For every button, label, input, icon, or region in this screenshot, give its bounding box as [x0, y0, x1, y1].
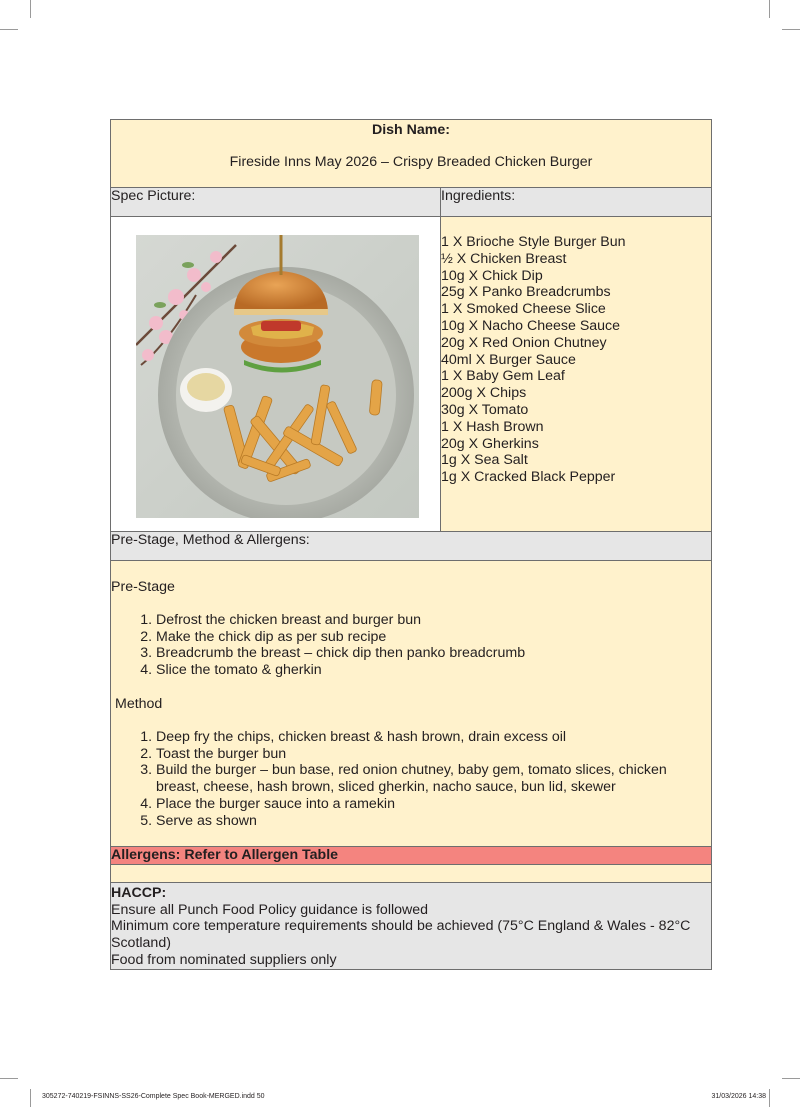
spec-picture-header: Spec Picture: [111, 188, 441, 217]
ingredient-item: 10g X Nacho Cheese Sauce [441, 317, 621, 334]
prestage-title: Pre-Stage [111, 579, 175, 595]
haccp-line: Ensure all Punch Food Policy guidance is followed [111, 901, 429, 918]
ingredient-item: 10g X Chick Dip [441, 267, 543, 284]
ingredients-list [441, 234, 711, 486]
spec-picture-cell [111, 217, 441, 532]
footer-date: 31/03/2026 14:38 [711, 1093, 766, 1100]
method-title: Method [115, 695, 163, 712]
method-step: 3. Build the burger – bun base, red onion chutney, baby gem, tomato slices, chicken breast, cheese, hash brown, sliced gherkin, nacho sauce, bun lid, skewer [156, 762, 711, 796]
ingredient-item: 1 X Baby Gem Leaf [441, 368, 565, 385]
ingredient-item: 20g X Red Onion Chutney [441, 334, 607, 351]
haccp-cell [111, 882, 712, 969]
dish-spec-table [110, 119, 712, 970]
haccp-line: Food from nominated suppliers only [111, 951, 337, 968]
method-steps [111, 729, 711, 830]
spacer-row [111, 864, 712, 882]
prestage-step: 4. Slice the tomato & gherkin [156, 662, 711, 679]
crop-mark [30, 0, 31, 18]
prestage-step: 1. Defrost the chicken breast and burger bun [156, 612, 711, 629]
dish-title-cell [111, 120, 712, 188]
dish-name-label: Dish Name: [371, 122, 451, 138]
method-step: 5. Serve as shown [156, 813, 711, 830]
haccp-title: HACCP: [111, 884, 167, 901]
ingredient-item: 1 X Hash Brown [441, 418, 544, 435]
ingredient-item: 20g X Gherkins [441, 435, 539, 452]
crop-mark [782, 29, 800, 30]
ingredient-item: 40ml X Burger Sauce [441, 351, 576, 368]
haccp-lines [111, 902, 711, 969]
ingredient-item: 1 X Smoked Cheese Slice [441, 301, 606, 318]
ingredient-item: 1g X Sea Salt [441, 452, 528, 469]
dish-photo [136, 235, 419, 518]
method-step: 1. Deep fry the chips, chicken breast & hash brown, drain excess oil [156, 729, 711, 746]
ingredient-item: 1 X Brioche Style Burger Bun [441, 234, 626, 250]
ingredient-item: 200g X Chips [441, 385, 527, 402]
method-cell [111, 561, 712, 847]
allergens-banner: Allergens: Refer to Allergen Table [111, 847, 712, 865]
method-allergens-header: Pre-Stage, Method & Allergens: [111, 532, 712, 561]
crop-mark [782, 1078, 800, 1079]
prestage-steps [111, 612, 711, 679]
crop-mark [0, 1078, 18, 1079]
prestage-step: 2. Make the chick dip as per sub recipe [156, 629, 711, 646]
prestage-step: 3. Breadcrumb the breast – chick dip then panko breadcrumb [156, 645, 711, 662]
footer-file-info: 305272-740219-FSINNS-SS26-Complete Spec Book-MERGED.indd 50 [42, 1093, 265, 1100]
ingredients-header: Ingredients: [441, 188, 712, 217]
crop-mark [769, 1089, 770, 1107]
method-step: 4. Place the burger sauce into a ramekin [156, 796, 711, 813]
dish-name: Fireside Inns May 2026 – Crispy Breaded Chicken Burger [229, 153, 593, 170]
ingredient-item: 25g X Panko Breadcrumbs [441, 284, 611, 301]
crop-mark [0, 29, 18, 30]
crop-mark [30, 1089, 31, 1107]
ingredient-item: 1g X Cracked Black Pepper [441, 469, 616, 486]
ingredient-item: 30g X Tomato [441, 401, 529, 418]
ingredient-item: ½ X Chicken Breast [441, 250, 567, 267]
ingredients-cell [441, 217, 712, 532]
method-step: 2. Toast the burger bun [156, 746, 711, 763]
haccp-line: Minimum core temperature requirements should be achieved (75°C England & Wales - 82°C Scotland) [111, 918, 691, 952]
crop-mark [769, 0, 770, 18]
